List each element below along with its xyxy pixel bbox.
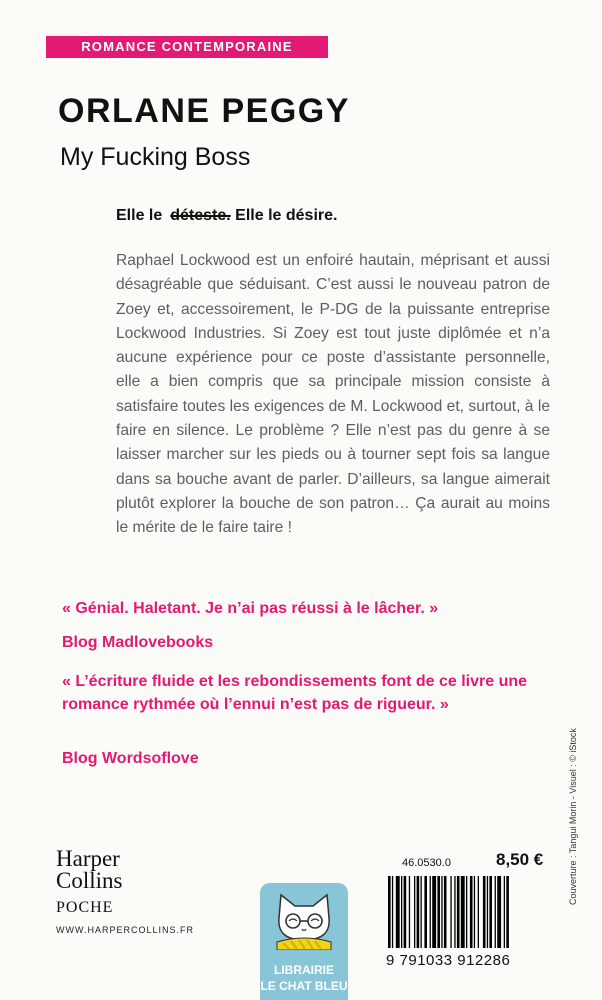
barcode-bar (414, 876, 415, 948)
blurb-paragraph: Raphael Lockwood est un enfoiré hautain, méprisant et aussi désagréable que séduisant. C’est aussi le nouveau patron de Zoey et, accessoirement, le P-DG de la puissante entreprise Lockwood Industries. Si Zoey est tout juste diplômée et n’a aucune expérience pour ce poste d’assistante personnelle, elle a bien compris que sa principale mission consiste à satisfaire toutes les exigences de M. Lockwood et, surtout, à le faire en silence. Le problème ? Elle n’est pas du genre à se laisser marcher sur les pieds ou à tourner sept fois sa langue dans sa bouche avant de parler. D’ailleurs, sa langue aimerait plutôt explorer la bouche de son patron… Ça aurait au moins le mérite de le faire taire ! (116, 252, 550, 537)
barcode-bar (454, 876, 455, 948)
bookstore-sticker (260, 883, 348, 1000)
barcode-bar (474, 876, 475, 948)
tagline-suffix: Elle le désire. (235, 207, 338, 224)
barcode-bar (483, 876, 486, 948)
barcode-bar (489, 876, 492, 948)
barcode-bar (401, 876, 402, 948)
barcode-bar (478, 876, 479, 948)
publisher-line-1: Harper (56, 846, 120, 871)
barcode-bar (437, 876, 440, 948)
barcode-bar (457, 876, 460, 948)
barcode-bar (466, 876, 467, 948)
barcode-bar (441, 876, 442, 948)
publisher-line-2: Collins (56, 868, 123, 893)
barcode-bar (497, 876, 501, 948)
tagline-struck-word: déteste. (170, 207, 231, 224)
barcode-bar (417, 876, 420, 948)
product-code: 46.0530.0 (402, 857, 451, 869)
book-title: My Fucking Boss (60, 143, 251, 171)
barcode-bar (430, 876, 431, 948)
barcode-bar (396, 876, 400, 948)
barcode-bar (432, 876, 436, 948)
sticker-line-2: LE CHAT BLEU (260, 979, 348, 993)
barcode-bar (461, 876, 465, 948)
sticker-line-1: LIBRAIRIE (274, 963, 334, 977)
barcode-bar (487, 876, 488, 948)
cover-credit: Couverture : Tangui Morin - Visuel : © iStock (568, 728, 578, 905)
barcode-bar (392, 876, 393, 948)
barcode-bar (404, 876, 407, 948)
barcode-bar (470, 876, 473, 948)
barcode-bar (409, 876, 410, 948)
author-name: ORLANE PEGGY (58, 92, 350, 130)
barcode-bar (504, 876, 505, 948)
barcode-bar (506, 876, 509, 948)
barcode (386, 876, 552, 948)
barcode-bar (444, 876, 447, 948)
barcode-bar (421, 876, 422, 948)
tagline-prefix: Elle le (116, 207, 163, 224)
review-source-2: Blog Wordsoflove (62, 750, 199, 767)
review-quote-2: « L’écriture fluide et les rebondissements font de ce livre une romance rythmée où l’ennui n’est pas de rigueur. » (62, 673, 528, 713)
isbn: 9 791033 912286 (386, 952, 511, 969)
publisher-website: WWW.HARPERCOLLINS.FR (56, 925, 195, 935)
barcode-bar (388, 876, 391, 948)
review-quote-1: « Génial. Haletant. Je n’ai pas réussi à le lâcher. » (62, 600, 439, 617)
barcode-bar (424, 876, 427, 948)
barcode-bar (450, 876, 451, 948)
price: 8,50 € (496, 850, 544, 869)
publisher-imprint: POCHE (56, 899, 114, 916)
tagline (116, 207, 337, 225)
publisher-logo (56, 848, 122, 892)
barcode-bar (495, 876, 496, 948)
cat-face-icon (269, 890, 339, 950)
genre-banner: ROMANCE CONTEMPORAINE (46, 36, 328, 58)
review-source-1: Blog Madlovebooks (62, 634, 214, 651)
